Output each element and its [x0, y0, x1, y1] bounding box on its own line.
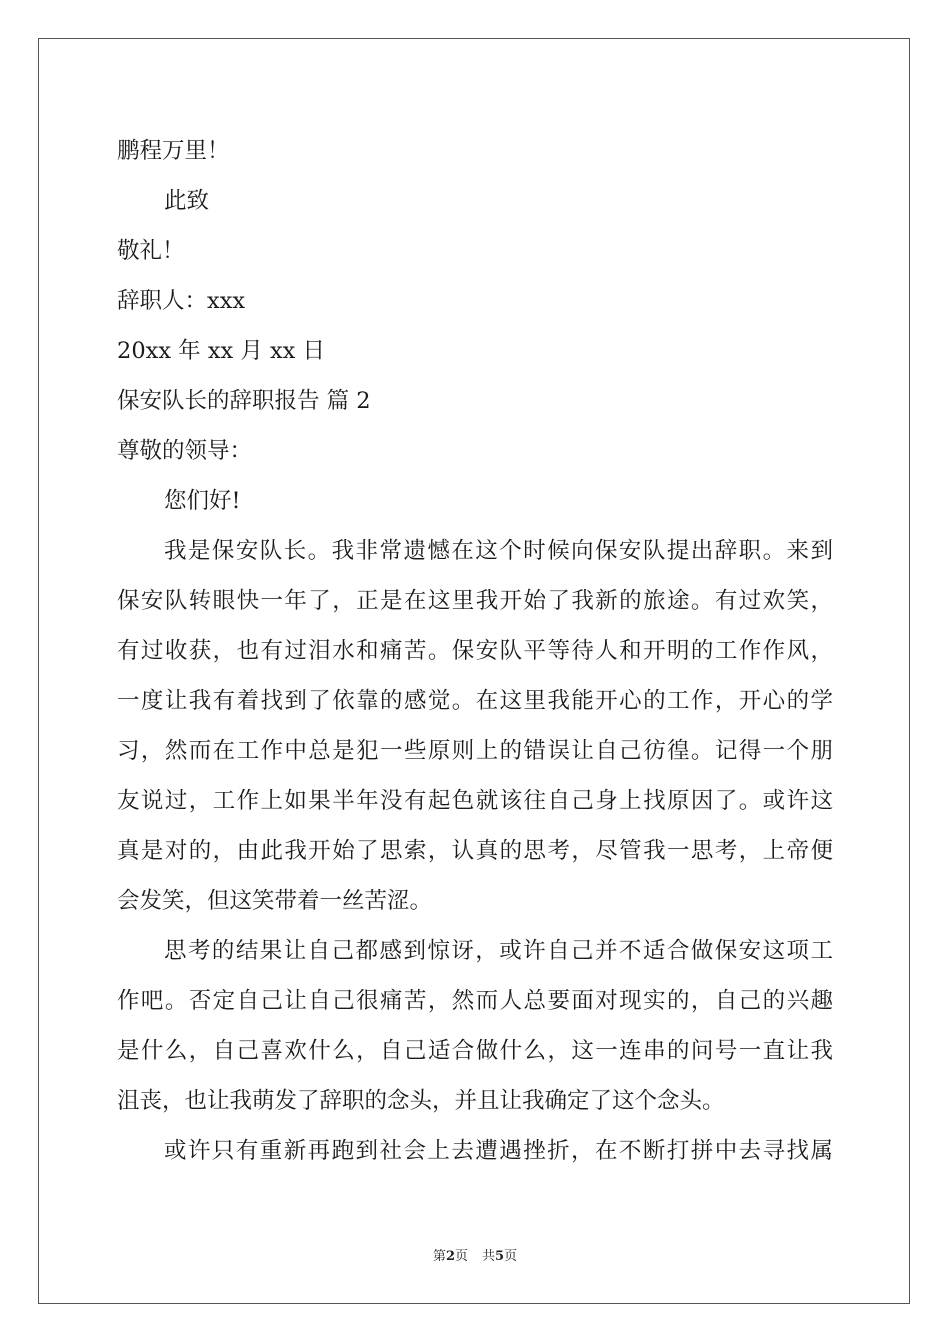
paragraph-line: 习，然而在工作中总是犯一些原则上的错误让自己彷徨。记得一个朋 — [117, 738, 833, 764]
paragraph-line: 友说过，工作上如果半年没有起色就该往自己身上找原因了。或许这 — [117, 788, 833, 814]
total-pages: 5 — [495, 1249, 505, 1264]
document-body — [117, 126, 833, 1176]
text-line-regards: 敬礼！ — [117, 238, 185, 264]
paragraph-line: 沮丧，也让我萌发了辞职的念头，并且让我确定了这个念头。 — [117, 1088, 725, 1114]
paragraph-line: 保安队转眼快一年了，正是在这里我开始了我新的旅途。有过欢笑， — [117, 588, 833, 614]
paragraph-line: 我是保安队长。我非常遗憾在这个时候向保安队提出辞职。来到 — [164, 538, 833, 564]
page-footer — [0, 1245, 950, 1264]
paragraph-line: 思考的结果让自己都感到惊讶，或许自己并不适合做保安这项工 — [164, 938, 833, 964]
section-heading: 保安队长的辞职报告 篇 2 — [117, 388, 371, 414]
text-line-signer: 辞职人：xxx — [117, 288, 246, 314]
text-line-greeting: 您们好! — [164, 488, 241, 514]
paragraph-line: 有过收获，也有过泪水和痛苦。保安队平等待人和开明的工作作风， — [117, 638, 833, 664]
page-prefix: 第 — [432, 1249, 446, 1264]
text-line-salutation: 此致 — [164, 188, 210, 214]
paragraph-line: 或许只有重新再跑到社会上去遭遇挫折，在不断打拼中去寻找属 — [164, 1138, 833, 1164]
text-line-closing: 鹏程万里！ — [117, 138, 230, 164]
paragraph-line: 会发笑，但这笑带着一丝苦涩。 — [117, 888, 433, 914]
text-line-date: 20xx 年 xx 月 xx 日 — [117, 338, 326, 364]
total-suffix: 页 — [504, 1249, 518, 1264]
page-suffix: 页 — [454, 1249, 468, 1264]
total-prefix: 共 — [482, 1249, 496, 1264]
paragraph-line: 作吧。否定自己让自己很痛苦，然而人总要面对现实的，自己的兴趣 — [117, 988, 833, 1014]
text-line-addressee: 尊敬的领导： — [117, 438, 253, 464]
paragraph-line: 一度让我有着找到了依靠的感觉。在这里我能开心的工作，开心的学 — [117, 688, 833, 714]
paragraph-line: 真是对的，由此我开始了思索，认真的思考，尽管我一思考，上帝便 — [117, 838, 833, 864]
paragraph-line: 是什么，自己喜欢什么，自己适合做什么，这一连串的问号一直让我 — [117, 1038, 833, 1064]
page-number: 2 — [445, 1249, 455, 1264]
